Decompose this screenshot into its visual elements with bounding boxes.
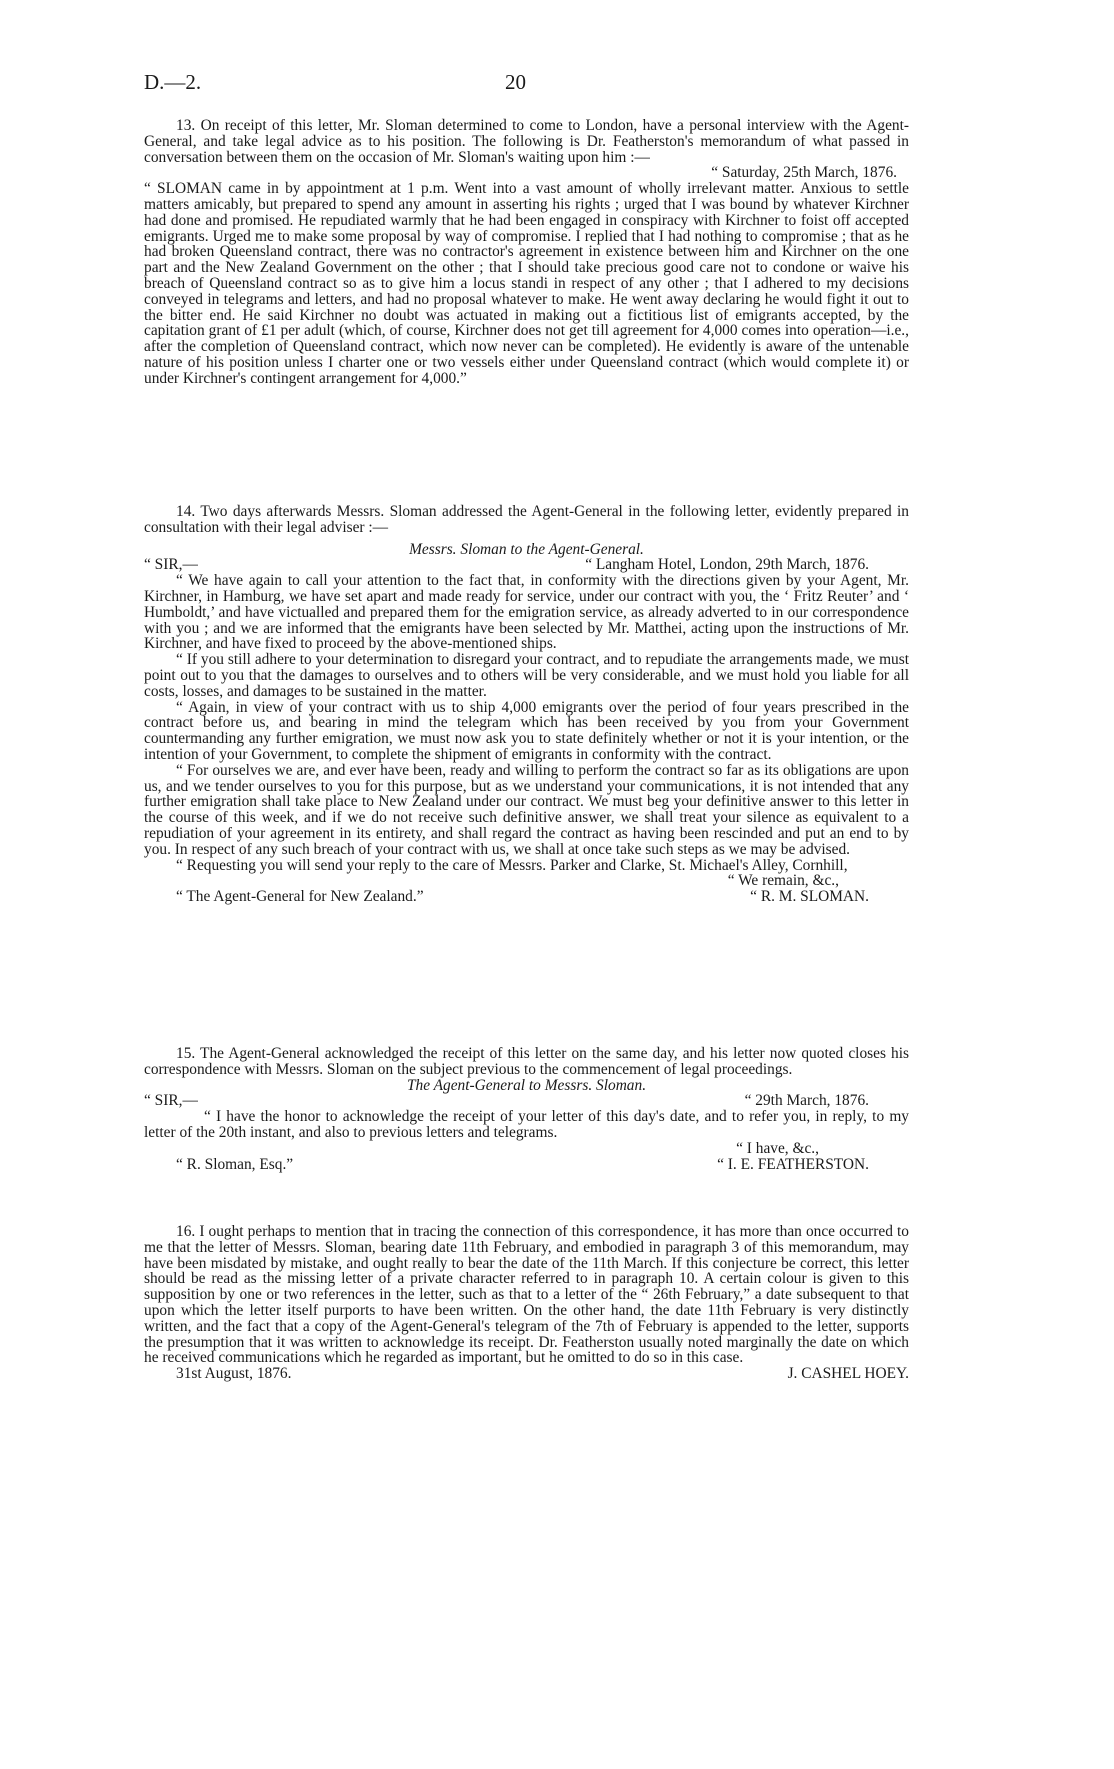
- letter-addressee: “ The Agent-General for New Zealand.”: [176, 888, 424, 906]
- letter-paragraph-5: “ Requesting you will send your reply to the care of Messrs. Parker and Clarke, St. Michael's Alley, Cornhill,: [176, 856, 848, 874]
- letter-dateline: “ Langham Hotel, London, 29th March, 1876.: [585, 556, 869, 574]
- letter-heading-sloman: Messrs. Sloman to the Agent-General.: [409, 540, 644, 558]
- letter-paragraph-1: “ We have again to call your attention to the fact that, in conformity with the directions given by your Agent, Mr. Kirchner, in Hamburg, we have set apart and made ready for service, under our contract with you, the ‘ Fritz Reuter’ and ‘ Humboldt,’ and have victualled and prepared them for the emigration service, as already adverted to in our correspondence with you ; and we are informed that the emigrants have been selected by Mr. Matthei, acting upon the instructions of Mr. Kirchner, and have fixed to proceed by the above-mentioned ships.: [144, 572, 909, 653]
- reply-signature: “ I. E. FEATHERSTON.: [717, 1155, 869, 1173]
- reply-body: “ I have the honor to acknowledge the receipt of your letter of this day's date, and to refer you, in reply, to my letter of the 20th instant, and also to previous letters and telegrams.: [144, 1108, 909, 1141]
- letter-paragraph-3: “ Again, in view of your contract with us to ship 4,000 emigrants over the period of four years prescribed in the contract before us, and bearing in mind the telegram which has been received by you from your Government countermanding any further emigration, we must now ask you to state definitely whether or not it is your intention, or the intention of your Government, to complete the shipment of emigrants in conformity with the contract.: [144, 698, 909, 763]
- paragraph-15-intro: 15. The Agent-General acknowledged the receipt of this letter on the same day, and his letter now quoted closes his correspondence with Messrs. Sloman on the subject previous to the commencement of legal proceedings.: [144, 1045, 909, 1078]
- letter-heading-agent-general: The Agent-General to Messrs. Sloman.: [406, 1076, 647, 1094]
- letter-paragraph-4: “ For ourselves we are, and ever have been, ready and willing to perform the contract so far as its obligations are upon us, and we tender ourselves to you for this purpose, but as we understand your communications, it is not intended that any further emigration shall take place to New Zealand under our contract. We must beg your definitive answer to this letter in the course of this week, and if we do not receive such definitive answer, we shall treat your silence as equivalent to a repudiation of your agreement in its entirety, and shall regard the contract as having been rescinded and put an end to by you. In respect of any such breach of your contract with us, we shall at once take such steps as we may be advised.: [144, 761, 909, 858]
- report-signature: J. CASHEL HOEY.: [787, 1365, 909, 1383]
- section-14: [144, 504, 909, 905]
- letter-signature: “ R. M. SLOMAN.: [750, 888, 869, 906]
- paragraph-13-intro: 13. On receipt of this letter, Mr. Sloman determined to come to London, have a personal interview with the Agent-General, and take legal advice as to his position. The following is Dr. Featherston's memorandum of what passed in conversation between them on the occasion of Mr. Sloman's waiting upon him :—: [144, 117, 909, 166]
- document-code: D.—2.: [144, 70, 202, 94]
- memo-date: “ Saturday, 25th March, 1876.: [711, 164, 897, 182]
- section-16: [144, 1224, 909, 1382]
- paragraph-14-intro: 14. Two days afterwards Messrs. Sloman addressed the Agent-General in the following letter, evidently prepared in consultation with their legal adviser :—: [144, 503, 909, 536]
- section-13: [144, 118, 909, 387]
- reply-addressee: “ R. Sloman, Esq.”: [176, 1155, 294, 1173]
- reply-salutation: “ SIR,—: [144, 1092, 198, 1110]
- memo-body: “ SLOMAN came in by appointment at 1 p.m. Went into a vast amount of wholly irrelevant matter. Anxious to settle matters amicably, but prepared to spend any amount in asserting his rights ; urged that I was bound by whatever Kirchner had done and promised. He repudiated warmly that he had been engaged in conspiracy with Kirchner to foist off accepted emigrants. Urged me to make some proposal by way of compromise. I replied that I had nothing to compromise ; that as he had broken Queensland contract, there was no contractor's agreement in existence between him and Kirchner on the one part and the New Zealand Government on the other ; that I should take precious good care not to condone or waive his breach of Queensland contract so as to give him a locus standi in respect of any other ; that I adhered to my decisions conveyed in telegrams and letters, and had no proposal whatever to make. He went away declaring he would fight it out to the bitter end. He said Kirchner no doubt was actuated in making out a fictitious list of emigrants accepted, by the capitation grant of £1 per adult (which, of course, Kirchner does not get till agreement for 4,000 comes into operation—i.e., after the completion of Queensland contract, which now never can be completed). He evidently is aware of the untenable nature of his position unless I charter one or two vessels either under Queensland contract (which would complete it) or under Kirchner's contingent arrangement for 4,000.”: [144, 180, 909, 387]
- reply-closing: “ I have, &c.,: [736, 1139, 819, 1157]
- report-date: 31st August, 1876.: [176, 1365, 292, 1383]
- letter-closing: “ We remain, &c.,: [727, 872, 839, 890]
- letter-paragraph-2: “ If you still adhere to your determination to disregard your contract, and to repudiate the arrangements made, we must point out to you that the damages to ourselves and to others will be very considerable, and we must hold you liable for all costs, losses, and damages to be sustained in the matter.: [144, 651, 909, 700]
- reply-date: “ 29th March, 1876.: [744, 1092, 869, 1110]
- paragraph-16-body: 16. I ought perhaps to mention that in tracing the connection of this correspondence, it has more than once occurred to me that the letter of Messrs. Sloman, bearing date 11th February, and embodied in paragraph 3 of this memorandum, may have been misdated by mistake, and ought really to bear the date of the 11th March. If this conjecture be correct, this letter should be read as the missing letter of a private character referred to in paragraph 10. A certain colour is given to this supposition by one or two references in the letter, such as that to a letter of the “ 26th February,” a date subsequent to that upon which the letter itself purports to have been written. On the other hand, the date 11th February is very distinctly written, and the fact that a copy of the Agent-General's telegram of the 7th of February is appended to the letter, supports the presumption that it was written to acknowledge its receipt. Dr. Featherston usually noted marginally the date on which he received communications which he regarded as important, but he omitted to do so in this case.: [144, 1223, 909, 1367]
- page-number: 20: [505, 70, 526, 94]
- letter-salutation: “ SIR,—: [144, 556, 198, 574]
- section-15: [144, 1046, 909, 1172]
